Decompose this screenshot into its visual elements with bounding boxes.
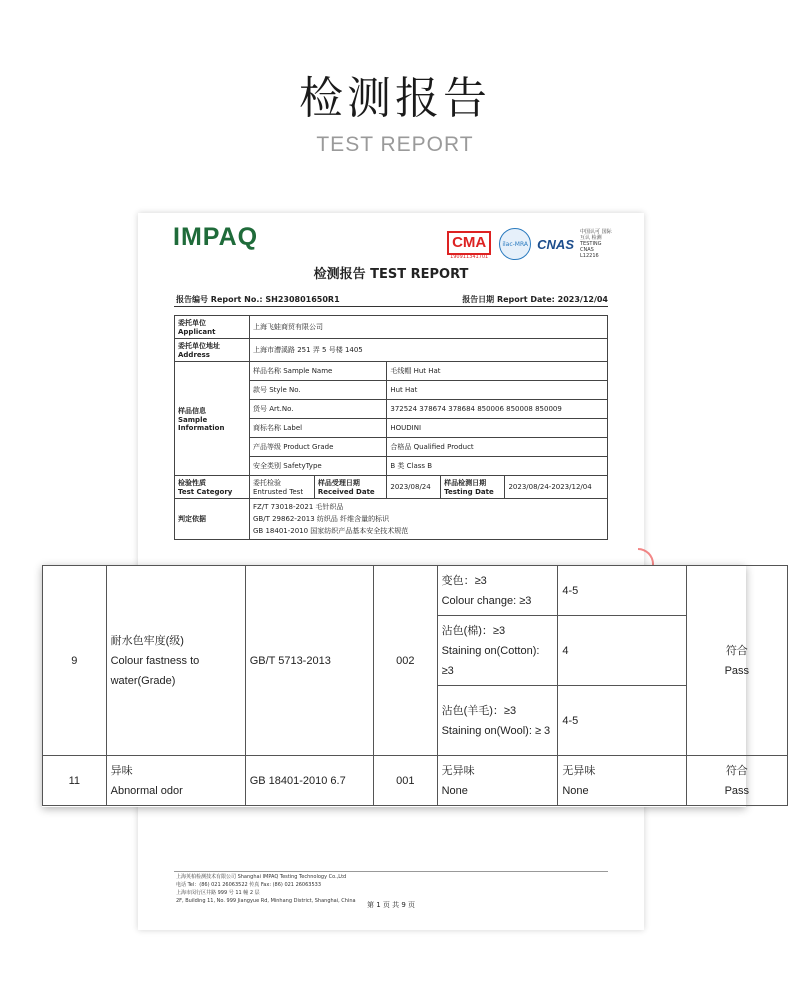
footer: 上海英柏检测技术有限公司 Shanghai IMPAQ Testing Technology Co.,Ltd 电话 Tel：(86) 021 26063522 传真 Fax: (86) 021 26063533 上海市闵行区井路 999 号 11 幢 2 层 2F, Building 11, No. 999 Jiangyue Rd, Minhang District, Shanghai, China xyxy=(176,874,356,904)
report-number: 报告编号 Report No.: SH230801650R1 xyxy=(176,295,340,304)
report-date: 报告日期 Report Date: 2023/12/04 xyxy=(462,295,608,304)
table-row: 9 耐水色牢度(级) Colour fastness to water(Grade) GB/T 5713-2013 002 变色：≥3 Colour change: ≥3 4-5 符合 Pass xyxy=(43,566,788,616)
results-table xyxy=(42,565,788,806)
ilac-mra-icon: ilac-MRA xyxy=(499,228,531,260)
table-row: 11 异味 Abnormal odor GB 18401-2010 6.7 001 无异味 None 无异味 None 符合 Pass xyxy=(43,756,788,806)
applicant-row: 委托单位 Applicant 上海飞蛙商贸有限公司 xyxy=(175,316,608,339)
category-row: 检验性质 Test Category 委托检验 Entrusted Test 样品受理日期 Received Date 2023/08/24 样品检测日期 Testing Date 2023/08/24-2023/12/04 xyxy=(175,476,608,499)
document-title: 检测报告 TEST REPORT xyxy=(313,267,469,282)
sample-row: 样品信息 Sample Information 样品名称 Sample Name 毛线帽 Hut Hat xyxy=(175,362,608,381)
table-row: 沾色(羊毛)：≥3 Staining on(Wool): ≥ 3 4-5 xyxy=(43,686,788,756)
cma-mark-icon: CMA 190911341701 xyxy=(445,229,493,259)
cnas-mark-icon: CNAS xyxy=(537,236,574,252)
info-table xyxy=(174,315,608,540)
sample-row: 商标名称 Label HOUDINI xyxy=(175,419,608,438)
cnas-text: 中国认可 国际互认 检测 TESTING CNAS L12216 xyxy=(580,229,612,259)
address-row: 委托单位地址 Address 上海市漕溪路 251 弄 5 号楼 1405 xyxy=(175,339,608,362)
sample-row: 产品等级 Product Grade 合格品 Qualified Product xyxy=(175,438,608,457)
certification-marks xyxy=(445,225,612,263)
page-subtitle: TEST REPORT xyxy=(316,133,474,156)
page-title: 检测报告 xyxy=(299,73,491,124)
sample-row: 货号 Art.No. 372524 378674 378684 850006 850008 850009 xyxy=(175,400,608,419)
results-zoom-panel xyxy=(42,565,750,807)
divider xyxy=(174,306,608,307)
sample-row: 安全类别 SafetyType B 类 Class B xyxy=(175,457,608,476)
page-number: 第 1 页 共 9 页 xyxy=(366,901,416,909)
basis-row: 判定依据 FZ/T 73018-2021 毛针织品 GB/T 29862-2013 纺织品 纤维含量的标识 GB 18401-2010 国家纺织产品基本安全技术规范 xyxy=(175,499,608,540)
table-row: 沾色(棉)：≥3 Staining on(Cotton): ≥3 4 xyxy=(43,616,788,686)
impaq-logo: IMPAQ xyxy=(173,223,259,251)
sample-row: 款号 Style No. Hut Hat xyxy=(175,381,608,400)
footer-divider xyxy=(174,871,608,872)
